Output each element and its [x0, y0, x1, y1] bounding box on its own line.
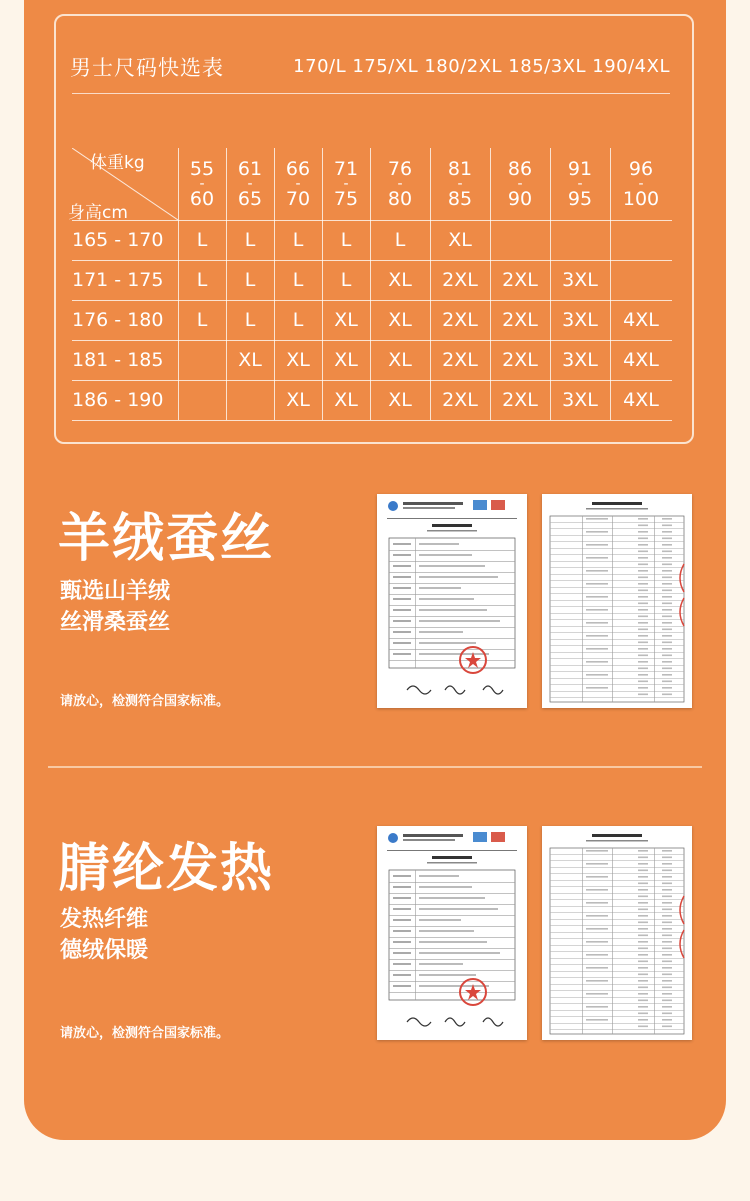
size-cell: 2XL — [502, 269, 538, 291]
weight-range-header — [274, 148, 322, 220]
title-divider — [72, 93, 670, 94]
size-cell: XL — [238, 349, 262, 371]
size-cell: 2XL — [502, 309, 538, 331]
inspection-report-table — [542, 826, 692, 1040]
feature-line: 丝滑桑蚕丝 — [60, 610, 171, 635]
inspection-report-cover — [377, 826, 527, 1040]
size-cell: XL — [286, 389, 310, 411]
size-cell: 3XL — [562, 309, 598, 331]
size-cell: XL — [334, 349, 358, 371]
size-cell — [178, 340, 226, 380]
size-cell: XL — [334, 309, 358, 331]
size-cell: XL — [388, 269, 412, 291]
height-range-label: 171 - 175 — [72, 269, 164, 291]
size-cell: 2XL — [502, 389, 538, 411]
size-cell — [226, 380, 274, 420]
weight-range-header — [490, 148, 550, 220]
size-cell: 4XL — [623, 309, 659, 331]
size-chart-title: 男士尺码快选表 — [70, 56, 224, 80]
weight-max: 75 — [333, 188, 359, 210]
weight-range-header — [610, 148, 672, 220]
size-cell: 4XL — [623, 349, 659, 371]
size-cell: XL — [388, 309, 412, 331]
size-cell: L — [292, 229, 304, 251]
size-cell: 2XL — [502, 349, 538, 371]
weight-max: 90 — [507, 188, 533, 210]
feature-title: 羊绒蚕丝 — [58, 509, 275, 569]
range-dash: - — [397, 176, 403, 192]
size-cell: L — [196, 309, 208, 331]
weight-max: 85 — [447, 188, 473, 210]
size-cell — [178, 380, 226, 420]
height-range-label: 186 - 190 — [72, 389, 164, 411]
weight-range-header — [430, 148, 490, 220]
size-cell: L — [340, 229, 352, 251]
range-dash: - — [638, 176, 644, 192]
range-dash: - — [295, 176, 301, 192]
range-dash: - — [247, 176, 253, 192]
size-cell — [610, 220, 672, 260]
weight-max: 80 — [387, 188, 413, 210]
weight-min: 71 — [333, 158, 359, 180]
size-cell — [610, 260, 672, 300]
weight-min: 81 — [447, 158, 473, 180]
size-cell: 2XL — [442, 389, 478, 411]
size-cell: XL — [448, 229, 472, 251]
section-divider — [48, 766, 702, 768]
size-cell: 3XL — [562, 269, 598, 291]
weight-min: 96 — [628, 158, 654, 180]
size-cell: L — [196, 269, 208, 291]
feature-note: 请放心，检测符合国家标准。 — [60, 1026, 230, 1041]
weight-range-header — [370, 148, 430, 220]
feature-line: 德绒保暖 — [60, 938, 149, 963]
height-axis-label: 身高cm — [68, 203, 128, 223]
height-range-label: 176 - 180 — [72, 309, 164, 331]
size-cell: L — [292, 269, 304, 291]
size-list: 170/L 175/XL 180/2XL 185/3XL 190/4XL — [293, 56, 670, 77]
size-cell: L — [394, 229, 406, 251]
inspection-report-table — [542, 494, 692, 708]
size-cell: XL — [286, 349, 310, 371]
range-dash: - — [343, 176, 349, 192]
weight-min: 55 — [189, 158, 215, 180]
feature-subtitle — [60, 904, 148, 966]
weight-max: 70 — [285, 188, 311, 210]
range-dash: - — [199, 176, 205, 192]
weight-min: 86 — [507, 158, 533, 180]
size-cell: L — [244, 269, 256, 291]
size-cell: 4XL — [623, 389, 659, 411]
grid-row-line — [72, 420, 672, 421]
range-dash: - — [457, 176, 463, 192]
size-cell: 3XL — [562, 389, 598, 411]
weight-min: 91 — [567, 158, 593, 180]
size-cell: XL — [388, 389, 412, 411]
weight-max: 60 — [189, 188, 215, 210]
size-cell — [550, 220, 610, 260]
size-cell: L — [244, 309, 256, 331]
weight-axis-label: 体重kg — [90, 153, 145, 173]
feature-line: 甄选山羊绒 — [60, 579, 171, 604]
size-cell: L — [196, 229, 208, 251]
feature-subtitle — [60, 576, 170, 638]
size-cell: L — [244, 229, 256, 251]
size-cell: L — [340, 269, 352, 291]
weight-min: 76 — [387, 158, 413, 180]
size-cell: XL — [334, 389, 358, 411]
range-dash: - — [577, 176, 583, 192]
feature-title: 腈纶发热 — [58, 839, 275, 899]
size-cell: 2XL — [442, 269, 478, 291]
size-cell: XL — [388, 349, 412, 371]
weight-range-header — [322, 148, 370, 220]
feature-line: 发热纤维 — [60, 907, 149, 932]
height-range-label: 181 - 185 — [72, 349, 164, 371]
weight-min: 66 — [285, 158, 311, 180]
size-cell: 2XL — [442, 309, 478, 331]
feature-note: 请放心，检测符合国家标准。 — [60, 694, 230, 709]
size-cell — [490, 220, 550, 260]
weight-max: 95 — [567, 188, 593, 210]
weight-range-header — [178, 148, 226, 220]
range-dash: - — [517, 176, 523, 192]
size-cell: 3XL — [562, 349, 598, 371]
weight-max: 100 — [622, 188, 660, 210]
size-cell: 2XL — [442, 349, 478, 371]
size-cell: L — [292, 309, 304, 331]
size-chart — [54, 14, 694, 444]
inspection-report-cover — [377, 494, 527, 708]
weight-min: 61 — [237, 158, 263, 180]
weight-range-header — [550, 148, 610, 220]
weight-range-header — [226, 148, 274, 220]
height-range-label: 165 - 170 — [72, 229, 164, 251]
weight-max: 65 — [237, 188, 263, 210]
